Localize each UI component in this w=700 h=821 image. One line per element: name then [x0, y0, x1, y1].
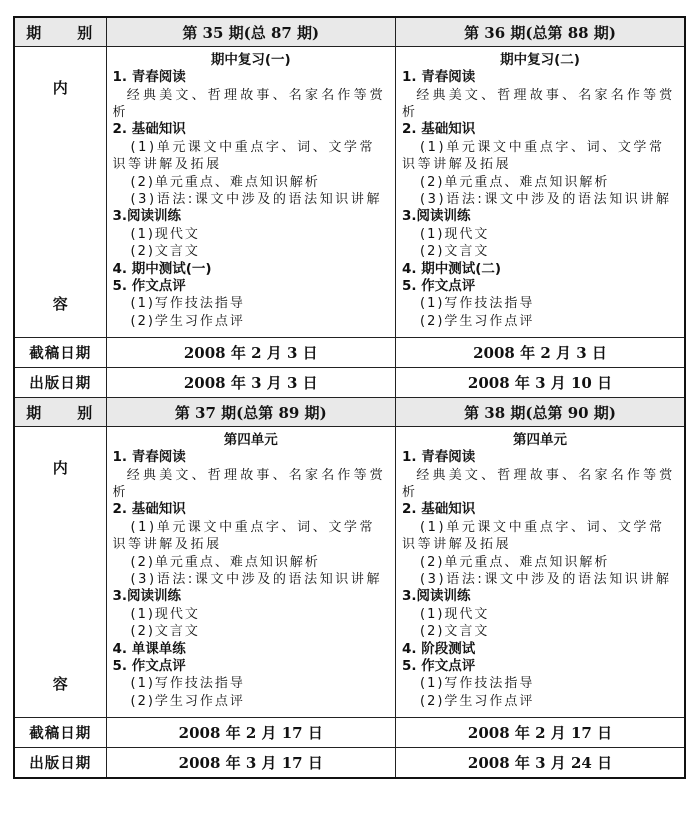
deadline-label: 截稿日期 — [14, 338, 106, 368]
deadline-date: 2008 年 2 月 17 日 — [396, 718, 686, 748]
section-item: (3)语法:课文中涉及的语法知识讲解 — [130, 572, 383, 587]
unit-title: 第四单元 — [513, 431, 567, 448]
section-item: (2)文言文 — [130, 244, 200, 260]
content-label-bottom: 容 — [52, 675, 68, 693]
deadline-date: 2008 年 2 月 3 日 — [396, 338, 686, 368]
deadline-date: 2008 年 2 月 3 日 — [106, 338, 396, 368]
section-item: (2)单元重点、难点知识解析 — [130, 174, 320, 190]
section-item: (1)单元课文中重点字、词、文学常识等讲解及拓展 — [112, 139, 376, 173]
section-text: 经典美文、哲理故事、名家名作等赏析 — [402, 467, 676, 500]
issue-header: 第 38 期(总第 90 期) — [396, 398, 686, 427]
issue-content — [396, 47, 686, 338]
period-label: 期 别 — [14, 17, 106, 47]
section-item: (2)学生习作点评 — [130, 693, 245, 709]
section-heading: 1. 青春阅读 — [402, 449, 476, 466]
section-item: (3)语法:课文中涉及的语法知识讲解 — [130, 192, 383, 207]
section-item: (1)现代文 — [130, 226, 200, 242]
content-row — [14, 427, 685, 718]
deadline-row — [14, 718, 685, 748]
period-row — [14, 17, 685, 47]
content-row — [14, 47, 685, 338]
section-item: (1)写作技法指导 — [130, 676, 245, 692]
period-row — [14, 398, 685, 427]
section-item: (1)单元课文中重点字、词、文学常识等讲解及拓展 — [402, 139, 665, 173]
section-heading: 2. 基础知识 — [402, 501, 476, 518]
issue-header: 第 37 期(总第 89 期) — [106, 398, 396, 427]
section-item: (1)写作技法指导 — [420, 296, 535, 312]
schedule-table — [13, 16, 686, 779]
section-item: (2)学生习作点评 — [130, 313, 245, 329]
publish-date: 2008 年 3 月 17 日 — [106, 748, 396, 779]
issue-content — [106, 47, 396, 338]
section-heading: 5. 作文点评 — [402, 278, 476, 295]
section-item: (2)单元重点、难点知识解析 — [130, 554, 320, 570]
section-item: (1)现代文 — [420, 226, 490, 242]
section-heading: 5. 作文点评 — [112, 278, 186, 295]
section-item: (2)单元重点、难点知识解析 — [420, 174, 610, 190]
section-heading: 5. 作文点评 — [402, 658, 476, 675]
section-item: (2)文言文 — [420, 624, 490, 640]
publish-label: 出版日期 — [14, 748, 106, 779]
section-heading: 3.阅读训练 — [112, 588, 182, 605]
section-item: (2)文言文 — [130, 624, 200, 640]
section-heading: 2. 基础知识 — [112, 121, 186, 138]
issue-content — [396, 427, 686, 718]
section-item: (3)语法:课文中涉及的语法知识讲解 — [420, 572, 672, 587]
section-item: (2)文言文 — [420, 244, 490, 260]
section-text: 经典美文、哲理故事、名家名作等赏析 — [112, 467, 386, 500]
content-label-bottom: 容 — [52, 295, 68, 313]
section-heading: 1. 青春阅读 — [402, 69, 476, 86]
section-item: (1)现代文 — [130, 606, 200, 622]
deadline-label: 截稿日期 — [14, 718, 106, 748]
section-heading: 1. 青春阅读 — [112, 449, 186, 466]
content-label-top: 内 — [52, 79, 68, 97]
publish-date: 2008 年 3 月 10 日 — [396, 368, 686, 398]
section-item: (1)单元课文中重点字、词、文学常识等讲解及拓展 — [112, 519, 376, 553]
deadline-row — [14, 338, 685, 368]
unit-title: 期中复习(一) — [210, 51, 291, 68]
publish-row — [14, 748, 685, 779]
publish-date: 2008 年 3 月 3 日 — [106, 368, 396, 398]
section-item: (2)学生习作点评 — [420, 693, 535, 709]
unit-title: 第四单元 — [223, 431, 278, 448]
section-heading: 4. 阶段测试 — [402, 640, 476, 657]
publish-label: 出版日期 — [14, 368, 106, 398]
section-heading: 1. 青春阅读 — [112, 69, 186, 86]
unit-title: 期中复习(二) — [500, 51, 580, 68]
section-text: 经典美文、哲理故事、名家名作等赏析 — [112, 87, 386, 120]
content-label-cell — [14, 47, 106, 338]
section-item: (1)单元课文中重点字、词、文学常识等讲解及拓展 — [402, 519, 665, 553]
section-heading: 3.阅读训练 — [402, 588, 471, 605]
publish-date: 2008 年 3 月 24 日 — [396, 748, 686, 779]
section-item: (1)写作技法指导 — [130, 296, 245, 312]
content-label-cell — [14, 427, 106, 718]
section-item: (2)单元重点、难点知识解析 — [420, 554, 610, 570]
deadline-date: 2008 年 2 月 17 日 — [106, 718, 396, 748]
period-label: 期 别 — [14, 398, 106, 427]
section-text: 经典美文、哲理故事、名家名作等赏析 — [402, 87, 676, 120]
section-heading: 3.阅读训练 — [402, 208, 471, 225]
section-heading: 2. 基础知识 — [402, 121, 476, 138]
section-item: (2)学生习作点评 — [420, 313, 535, 329]
content-label-top: 内 — [52, 459, 68, 477]
section-item: (3)语法:课文中涉及的语法知识讲解 — [420, 192, 672, 207]
section-item: (1)写作技法指导 — [420, 676, 535, 692]
section-heading: 4. 单课单练 — [112, 640, 186, 657]
section-heading: 2. 基础知识 — [112, 501, 186, 518]
issue-header: 第 35 期(总 87 期) — [106, 17, 396, 47]
section-heading: 3.阅读训练 — [112, 208, 182, 225]
section-heading: 5. 作文点评 — [112, 658, 186, 675]
publish-row — [14, 368, 685, 398]
section-heading: 4. 期中测试(一) — [112, 260, 212, 277]
issue-content — [106, 427, 396, 718]
section-item: (1)现代文 — [420, 606, 490, 622]
section-heading: 4. 期中测试(二) — [402, 260, 502, 277]
issue-header: 第 36 期(总第 88 期) — [396, 17, 686, 47]
